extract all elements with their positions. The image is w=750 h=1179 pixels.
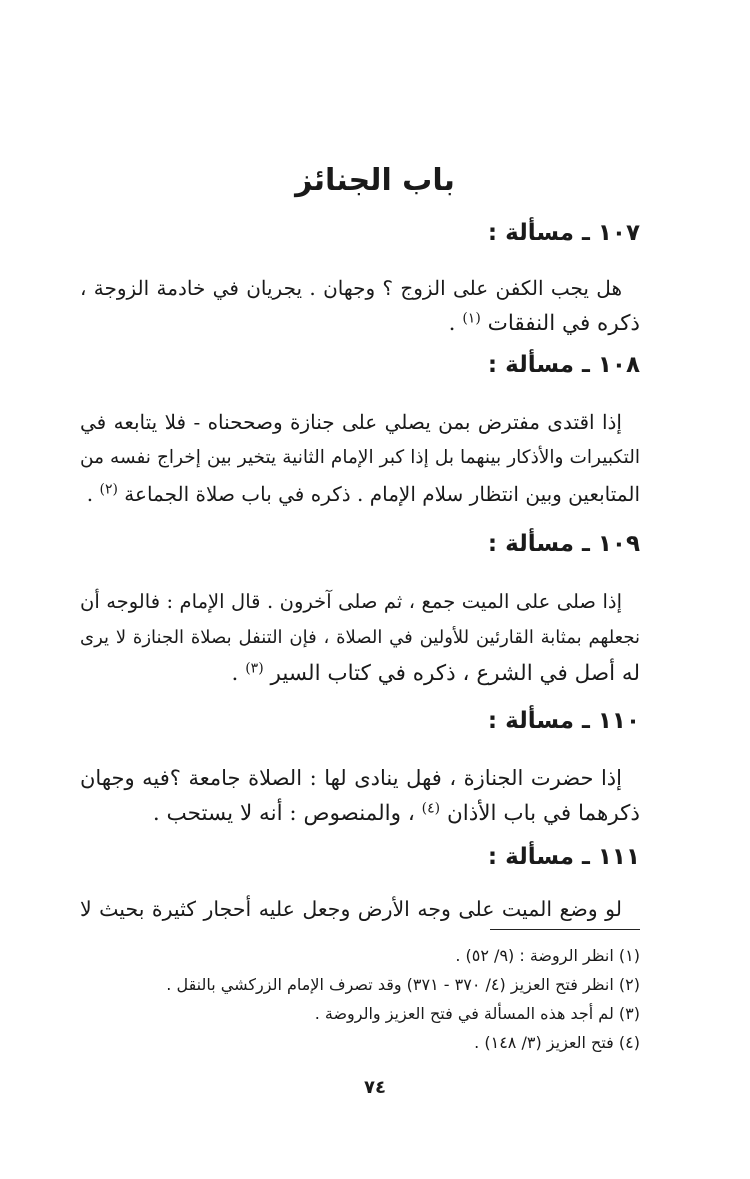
issue-heading-107: ١٠٧ ـ مسألة : <box>487 220 640 246</box>
footnote-2: (٢) انظر فتح العزيز (٤/ ٣٧٠ - ٣٧١) وقد تصرف الإمام الزركشي بالنقل . <box>166 975 640 994</box>
issue-text-110 <box>80 760 640 832</box>
footnote-separator <box>490 929 640 930</box>
issue-heading-108: ١٠٨ ـ مسألة : <box>487 352 640 378</box>
text-line: المتابعين وبين انتظار سلام الإمام . ذكره في باب صلاة الجماعة $^{(٢)}$ . <box>86 481 640 506</box>
chapter-title: باب الجنائز <box>295 163 455 198</box>
text-line: إذا اقتدى مفترض بمن يصلي على جنازة وصححناه - فلا يتابعه في <box>80 410 622 434</box>
text-line: لو وضع الميت على وجه الأرض وجعل عليه أحجار كثيرة بحيث لا <box>80 897 622 921</box>
footnote-3: (٣) لم أجد هذه المسألة في فتح العزيز والروضة . <box>314 1004 640 1023</box>
text-line: إذا صلى على الميت جمع ، ثم صلى آخرون . قال الإمام : فالوجه أن <box>80 590 622 613</box>
text-line: نجعلهم بمثابة القارئين للأولين في الصلاة ، فإن التنفل بصلاة الجنازة لا يرى <box>80 627 640 648</box>
issue-heading-111: ١١١ ـ مسألة : <box>487 844 640 870</box>
footnotes <box>80 941 640 1057</box>
text-line: هل يجب الكفن على الزوج ؟ وجهان . يجريان في خادمة الزوجة ، <box>80 276 622 300</box>
footnote-ref-4[interactable]: (٤) <box>421 800 441 817</box>
text-line: التكبيرات والأذكار بينهما بل إذا كبر الإمام الثانية يتخير بين إخراج نفسه من <box>80 447 640 468</box>
footnote-ref-2[interactable]: (٢) <box>99 481 118 498</box>
footnote-ref-3[interactable]: (٣) <box>245 660 264 677</box>
issue-heading-110: ١١٠ ـ مسألة : <box>487 708 640 734</box>
text-line: ذكره في النفقات $^{(١)}$ . <box>448 310 640 336</box>
footnote-ref-1[interactable]: (١) <box>462 310 481 327</box>
issue-heading-109: ١٠٩ ـ مسألة : <box>487 531 640 557</box>
footnote-4: (٤) فتح العزيز (٣/ ١٤٨) . <box>474 1033 640 1052</box>
issue-text-111 <box>80 891 640 927</box>
footnote-1: (١) انظر الروضة : (٩/ ٥٢) . <box>455 946 640 965</box>
text-line: إذا حضرت الجنازة ، فهل ينادى لها : الصلاة جامعة ؟فيه وجهان <box>80 766 622 790</box>
text-line: له أصل في الشرع ، ذكره في كتاب السير $^{(٣)}$ . <box>231 660 640 686</box>
issue-text-109 <box>80 584 640 692</box>
page-number: ٧٤ <box>364 1077 386 1098</box>
issue-text-108 <box>80 404 640 512</box>
text-line: ذكرهما في باب الأذان $^{(٤)}$ ، والمنصوص : أنه لا يستحب . <box>152 800 640 826</box>
issue-text-107 <box>80 270 640 342</box>
